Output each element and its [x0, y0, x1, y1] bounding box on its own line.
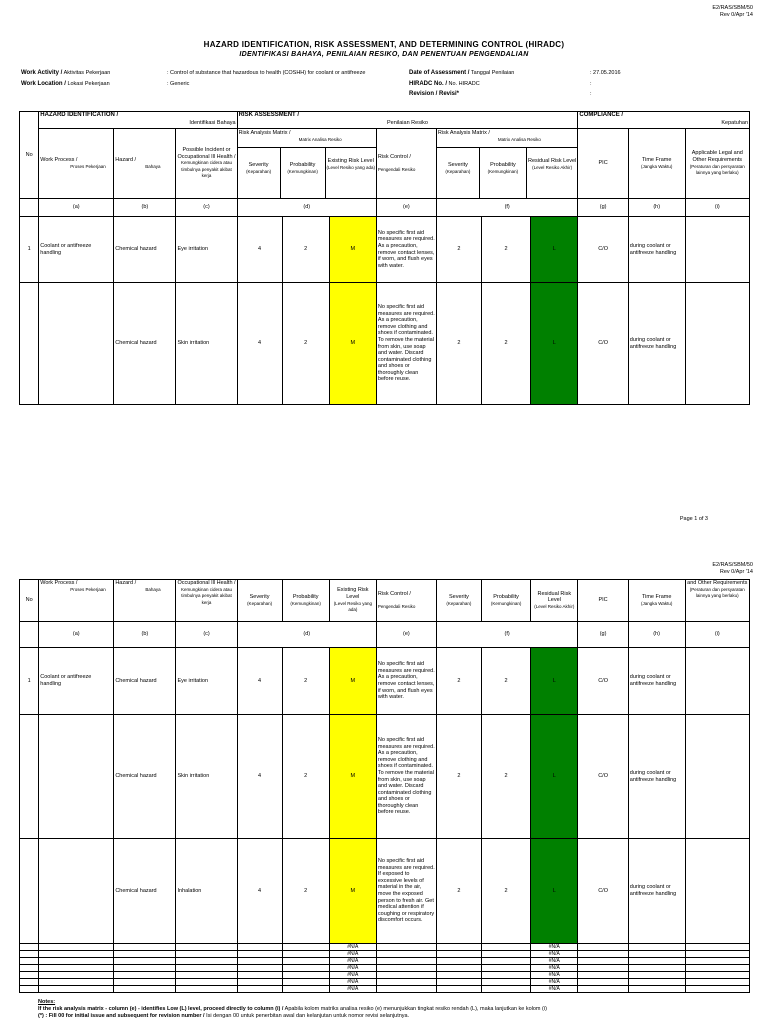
na-row: #N/A #N/A — [20, 965, 750, 972]
document-code: E2/RAS/SBM/50 Rev 0/Apr '14 — [712, 5, 753, 18]
col-time-frame: Time Frame (Jangka Waktu) — [628, 129, 685, 199]
col-risk-matrix-2: Risk Analysis Matrix / Matrix Analisa Resiko Severity (Keparahan) Probability (Kemungkinan) Residual Risk Level (Level Resiko Akhir) — [436, 129, 578, 199]
existing-risk-level: M — [329, 283, 376, 405]
table-row: 1 Coolant or antifreeze handling Chemical hazard Eye irritation 4 2 M No specific first aid measures are required. As a precaution, remove contact lenses, if worn, and flush eyes with water. 2 2 L C/O during coolant or antifreeze handling — [20, 217, 750, 283]
work-location-label: Work Location / Lokasi Pekerjaan — [21, 81, 110, 87]
page-number: Page 1 of 3 — [679, 516, 708, 522]
date-label: Date of Assessment / Tanggal Penilaian — [409, 70, 515, 76]
work-location-value: : Generic — [167, 81, 190, 87]
document-subtitle: IDENTIFIKASI BAHAYA, PENILAIAN RESIKO, DAN PENENTUAN PENGENDALIAN — [239, 51, 529, 58]
hiradc-table-page1: No HAZARD IDENTIFICATION / RISK ASSESSMENT / COMPLIANCE / Identifikasi Bahaya Penilaian Resiko Kepatuhan Work Process / Proses Pekerjaan Hazard / Bahaya Possible Incident or Occupational Ill Health / Kemungkinan cidera atau timbulnya penyakit akibat kerja Risk Analysis Matrix / Matrix Analisa Resiko Severity (Keparahan) Probability (Kemungkinan) Existing Risk Level (Level Resiko yang ada) Risk Control / Pengendali Resiko Risk Analysis Matrix / Matrix Analisa Resiko Severity (Keparahan) Probability (Kemungkinan) Residual Risk Level (Level Resiko Akhir) PIC Time Frame (Jangka Waktu) Applicable Legal and Other Requirements (Peraturan dan persyaratan lainnya yang berlaku) (a) (b) (c) (d) (e) (f) (g) (h) (i) 1 Coolant or antifreeze handling Chemical hazard Eye irritation 4 2 M No specific first aid measures are required. As a precaution, remove contact lenses, if worn, and flush eyes with water. 2 2 L C/O during coolant or antifreeze handling Chemical hazard Skin irritation 4 2 M No specific first aid measures are required. As a precaution, remove clothing and shoes if contaminated. To remove the material from skin, use soap and water. Discard contaminated clothing and shoes or thoroughly clean before reuse. 2 2 L C/O during coolant or antifreeze handling — [19, 111, 750, 405]
na-row: #N/A #N/A — [20, 986, 750, 993]
col-work-process: Work Process / Proses Pekerjaan — [39, 129, 114, 199]
existing-risk-level: M — [329, 217, 376, 283]
table-row: Chemical hazard Skin irritation 4 2 M No specific first aid measures are required. As a precaution, remove clothing and shoes if contaminated. To remove the material from skin, use soap and water. Discard contaminated clothing and shoes or thoroughly clean before reuse. 2 2 L C/O during coolant or antifreeze handling — [20, 715, 750, 839]
col-risk-control: Risk Control / Pengendali Resiko — [376, 129, 436, 199]
revision-value: : — [590, 91, 592, 97]
section-risk-assessment: RISK ASSESSMENT / — [237, 112, 578, 120]
hiradc-label: HIRADC No. / No. HIRADC — [409, 81, 480, 87]
na-row: #N/A #N/A — [20, 972, 750, 979]
residual-risk-level: L — [531, 217, 578, 283]
na-row: #N/A #N/A — [20, 958, 750, 965]
section-hazard-identification: HAZARD IDENTIFICATION / — [39, 112, 237, 120]
document-code-page2: E2/RAS/SBM/50 Rev 0/Apr '14 — [712, 562, 753, 575]
work-activity-value: : Control of substance that hazardous to health (COSHH) for coolant or antifreeze — [167, 70, 366, 76]
table-row: Chemical hazard Inhalation 4 2 M No specific first aid measures are required. If exposed to excessive levels of material in the air, move the exposed person to fresh air. Get medical attention if coughing or respiratory discomfort occurs. 2 2 L C/O during coolant or antifreeze handling — [20, 839, 750, 944]
revision-label: Revision / Revisi* — [409, 91, 460, 97]
col-no-header: No — [20, 112, 39, 199]
na-row: #N/A #N/A — [20, 979, 750, 986]
section-compliance: COMPLIANCE / — [578, 112, 750, 120]
table-row: Chemical hazard Skin irritation 4 2 M No specific first aid measures are required. As a precaution, remove clothing and shoes if contaminated. To remove the material from skin, use soap and water. Discard contaminated clothing and shoes or thoroughly clean before reuse. 2 2 L C/O during coolant or antifreeze handling — [20, 283, 750, 405]
na-row: #N/A #N/A — [20, 944, 750, 951]
letter-row: (a) (b) (c) (d) (e) (f) (g) (h) (i) — [20, 199, 750, 217]
col-risk-matrix-1: Risk Analysis Matrix / Matrix Analisa Resiko Severity (Keparahan) Probability (Kemungkinan) Existing Risk Level (Level Resiko yang ada) — [237, 129, 376, 199]
work-activity-label: Work Activity / Aktivitas Pekerjaan — [21, 70, 111, 76]
hiradc-table-page2: No Work Process / Proses Pekerjaan Hazard / Bahaya Occupational Ill Health / Kemungkinan cidera atau timbulnya penyakit akibat kerja Severity (Keparahan) Probability (Kemungkinan) Existing Risk Level (Level Resiko yang ada) Risk Control / Pengendali Resiko Severity (Keparahan) Probability (Kemungkinan) Residual Risk Level (Level Resiko Akhir) PIC Time Frame (Jangka Waktu) and Other Requirements (Peraturan dan persyaratan lainnya yang berlaku) (a) (b) (c) (d) (e) (f) (g) (h) (i) 1 Coolant or antifreeze handling Chemical hazard Eye irritation 4 2 M No specific first aid measures are required. As a precaution, remove contact lenses, if worn, and flush eyes with water. 2 2 L C/O during coolant or antifreeze handling Chemical hazard Skin irritation 4 2 M No specific first aid measures are required. As a precaution, remove clothing and shoes if contaminated. To remove the material from skin, use soap and water. Discard contaminated clothing and shoes or thoroughly clean before reuse. 2 2 L C/O during coolant or antifreeze handling Chemical hazard Inhalation 4 2 M No specific first aid measures are required. If exposed to excessive levels of material in the air, move the exposed person to fresh air. Get medical attention if coughing or respiratory discomfort occurs. 2 2 L C/O during coolant or antifreeze handling #N/A #N/A #N/A #N/A #N/A #N/A #N/A #N/A #N/A #N/A #N/A #N/A #N/A #N/A — [19, 579, 750, 993]
residual-risk-level: L — [531, 283, 578, 405]
col-hazard: Hazard / Bahaya — [114, 129, 176, 199]
col-legal: Applicable Legal and Other Requirements (Peraturan dan persyaratan lainnya yang berlaku) — [685, 129, 749, 199]
notes: Notes: If the risk analysis matrix - column (e) - identifies Low (L) level, proceed directly to column (i) / Apabila kolom matriks analisa resiko (e) menunjukkan tingkat resiko rendah (L), maka lanjutkan ke kolom (i) (*) : Fill 00 for initial issue and subsequent for revision number / Isi dengan 00 untuk penerbitan awal dan kelanjutan untuk nomor revisi selanjutnya. — [38, 999, 547, 1019]
col-incident: Possible Incident or Occupational Ill Health / Kemungkinan cidera atau timbulnya penyakit akibat kerja — [176, 129, 237, 199]
document-title: HAZARD IDENTIFICATION, RISK ASSESSMENT, AND DETERMINING CONTROL (HIRADC) — [203, 40, 565, 49]
hiradc-value: : — [590, 81, 592, 87]
table-row: 1 Coolant or antifreeze handling Chemical hazard Eye irritation 4 2 M No specific first aid measures are required. As a precaution, remove contact lenses, if worn, and flush eyes with water. 2 2 L C/O during coolant or antifreeze handling — [20, 648, 750, 715]
na-row: #N/A #N/A — [20, 951, 750, 958]
date-value: : 27.05.2016 — [590, 70, 621, 76]
col-pic: PIC — [578, 129, 628, 199]
